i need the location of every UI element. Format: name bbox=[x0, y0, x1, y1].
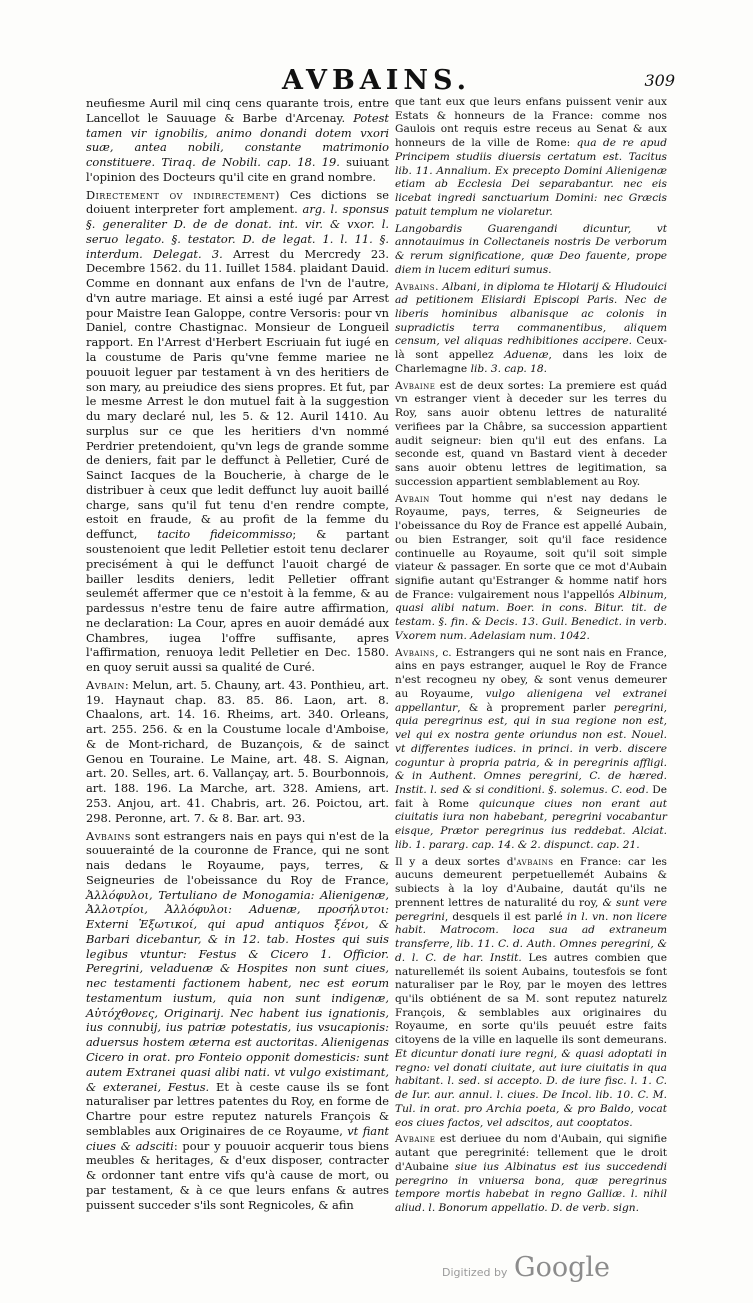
text-run: : Melun, art. 5. Chauny, art. 43. Ponthieu, art. 19. Haynaut chap. 83. 85. 86. Laon, art. 8. Chaalons, art. 14. 16. Rheims, art. 340. Orleans, art. 255. 256. & en la Coustume locale d'Amboise, & de Mont-richard, de Buzançois, & de sainct Genou en Touraine. Le Maine, art. 48. S. Aignan, art. 20. Selles, art. 6. Vallançay, art. 5. Bourbonnois, art. 188. 196. La Marche, art. 328. Amiens, art. 253. Anjou, art. 41. Chabris, art. 26. Poictou, art. 298. Peronne, art. 7. & 8. Bar. art. 93. bbox=[86, 677, 389, 825]
entry-heading: Avbains. bbox=[395, 280, 439, 293]
text-run: sont estrangers nais en pays qui n'est de la souuerainté de la couronne de France, qui ne sont nais dedans le Royaume, pays, terres, & Seigneuries de l'obeissance du Roy de France, bbox=[86, 828, 389, 887]
text-run: ; & partant soustenoient que ledit Pelletier estoit tenu declarer precisément à qui le deffunct l'auoit chargé de bailler lesdits deniers, ledit Pelletier offrant seulemét affermer que ce n'estoit à la femme, & au pardessus n'estre tenu de faire autre affirmation, ne declaration: La Cour, apres en auoir demádé aux Chambres, iugea l'offre suffisante, apres l'affirmation, renuoya ledit Pelletier en Dec. 1580. en quoy seruit aussi sa qualité de Curé. bbox=[86, 527, 389, 675]
paragraph bbox=[395, 380, 667, 490]
text-run: en France: car les aucuns demeurent perpetuellemét Aubains & subiects à la loy d'Aubaine, dautát qu'ils ne prennent lettres de naturalité du roy, bbox=[395, 855, 667, 909]
text-run: Il y a deux sortes d' bbox=[395, 855, 517, 868]
text-run: , dans les loix de Charlemagne bbox=[395, 349, 668, 375]
latin-citation: vulgo alienigena vel extranei appellantur bbox=[395, 687, 667, 714]
latin-citation: Langobardis Guarengandi dicuntur, vt annotauimus in Collectaneis nostris De verborum & rerum significatione, quæ Deo fauente, prope diem in lucem edituri sumus. bbox=[395, 222, 667, 276]
paragraph bbox=[395, 96, 667, 220]
latin-citation: Aduenæ bbox=[504, 349, 549, 362]
latin-citation: Potest tamen vir ignobilis, animo donandi dotem vxori suæ, antea nobili, constante matrimonio constituere. Tiraq. de Nobili. cap. 18. 19. bbox=[86, 110, 389, 170]
text-run: que tant eux que leurs enfans puissent venir aux Estats & honneurs de la France: comme nos Gaulois ont requis estre receus au Senat & aux honneurs de la ville de Rome: bbox=[395, 96, 667, 150]
entry-heading: Avbain bbox=[395, 492, 430, 505]
entry-heading: Directement ov indirectement) bbox=[86, 187, 280, 202]
latin-citation: Et dicuntur donati iure regni, & quasi adoptati in regno: vel donati ciuitate, aut iure ciuitatis in qua habitant. l. sed. si accepto. D. de iure fisc. l. 1. C. de Iur. aur. annul. l. ciues. De Incol. lib. 10. C. M. Tul. in orat. pro Archia poeta, & pro Baldo, vocat eos ciues factos, vel adscitos, aut cooptatos. bbox=[395, 1047, 667, 1129]
entry-heading: avbains bbox=[516, 855, 554, 868]
entry-heading: Avbain bbox=[86, 677, 125, 692]
paragraph bbox=[86, 829, 389, 1213]
left-column bbox=[86, 96, 389, 1212]
latin-citation: vt fiant ciues & adsciti bbox=[86, 1123, 389, 1153]
text-run: Et à ceste cause ils se font naturaliser par lettres patentes du Roy, en forme de Chartre pour estre reputez naturels François & semblables aux Originaires de ce Royaume, bbox=[86, 1079, 389, 1138]
paragraph bbox=[395, 493, 667, 644]
entry-heading: Avbains bbox=[395, 646, 436, 659]
latin-citation: Albani, in diploma te Hlotarij & Hludouici ad petitionem Elisiardi Episcopi Paris. Nec de liberis hominibus albanisque ac colonis in supradictis terra commanentibus, aliquem censum, vel aliquas redhibitiones accipere. bbox=[395, 280, 667, 348]
text-run: : pour y pouuoir acquerir tous biens meubles & heritages, & d'eux disposer, contracter & ordonner tant entre vifs qu'à cause de mort, ou par testament, & à ce que leurs enfans & autres puissent succeder s'ils sont Regnicoles, & afin bbox=[86, 1138, 389, 1212]
latin-citation: lib. 3. cap. 18. bbox=[470, 362, 547, 375]
text-run: Ceux-là sont appellez bbox=[395, 335, 667, 362]
paragraph bbox=[395, 1133, 667, 1215]
text-run: est de deux sortes: La premiere est quád vn estranger vient à deceder sur les terres du Roy, sans auoir obtenu lettres de naturalité verifiees par la Châbre, sa succession appartient audit seigneur: bien qu'il eut des enfans. La seconde est, quand vn Bastard vient à deceder sans auoir obtenu lettres de legitimation, sa succession appartient semblablement au Roy. bbox=[395, 379, 667, 488]
text-run: De fait à Rome bbox=[395, 783, 667, 810]
entry-heading: Avbains bbox=[86, 828, 131, 843]
text-run: , desquels il est parlé bbox=[444, 910, 567, 923]
paragraph bbox=[86, 678, 389, 826]
text-run: Tout homme qui n'est nay dedans le Royaume, pays, terres, & Seigneuries de l'obeissance du Roy de France est appellé Aubain, ou bien Estranger, soit qu'il face residence continuelle au Royaume, soit qu'il soit simple viateur & passager. En sorte que ce mot d'Aubain signifie autant qu'Estranger & homme natif hors de France: vulgairement nous l'appellós bbox=[395, 492, 667, 601]
text-run: Arrest du Mercredy 23. Decembre 1562. du 11. Iuillet 1584. plaidant Dauid. Comme en donnant aux enfans de l'vn de l'autre, d'vn autre mariage. Et ainsi a esté iugé par Arrest pour Maistre Iean Galoppe, contre Versoris: pour vn Daniel, contre Chastignac. Monsieur de Longueil rapport. En l'Arrest d'Herbert Escriuain fut iugé en la coustume de Paris qu'vne femme mariee ne pouuoit leguer par testament à vn des heritiers de son mary, au preiudice des siens propres. Et fut, par le mesme Arrest le don mutuel fait à la suggestion du mary declaré nul, les 5. & 12. Auril 1410. Au surplus sur ce que les heritiers d'vn nommé Perdrier pretendoient, qu'vn legs de grande somme de deniers, fait par le deffunct à Pelletier, Curé de Sainct Iacques de la Boucherie, à charge de le distribuer à ceux que ledit deffunct luy auoit baillé charge, sans qu'il fut tenu d'en rendre compte, estoit en fraude, & au profit de la femme du deffunct, bbox=[86, 246, 389, 542]
paragraph bbox=[395, 647, 667, 853]
latin-citation: peregrini, quia peregrinus est, qui in sua regione non est, vel qui ex nostra gente oriundus non est. Nouel. vt differentes iudices. in princi. in verb. discere coguntur à propria patria, & in peregrinis affligi. & in Authent. Omnes peregrini, C. de hæred. Instit. l. sed & si conditioni. §. solemus. C. eod. bbox=[395, 701, 667, 796]
google-logo: Google bbox=[514, 1252, 610, 1283]
latin-citation: arg. l. sponsus §. generaliter D. de de donat. int. vir. & vxor. l. seruo legato. §. testator. D. de legat. 1. l. 11. §. interdum. Delegat. 3. bbox=[86, 202, 389, 261]
latin-citation: quicunque ciues non erant aut ciuitatis iura non habebant, peregrini vocabantur eisque, Prætor peregrinus ius reddebat. Alciat. lib. 1. pararg. cap. 14. & 2. dispunct. cap. 21. bbox=[395, 797, 667, 851]
latin-citation: & sunt vere peregrini bbox=[395, 896, 668, 923]
text-run: est deriuee du nom d'Aubain, qui signifie autant que peregrinité: tellement que le droit d'Aubaine bbox=[395, 1133, 667, 1173]
running-title: AVBAINS. bbox=[282, 65, 471, 96]
digitization-footer bbox=[442, 1252, 642, 1292]
page-header bbox=[0, 66, 753, 96]
latin-citation: qua de re apud Principem studiis diuersis certatum est. Tacitus lib. 11. Annalium. Ex precepto Domini Alienigenæ etiam ab Ecclesia Dei separabantur. nec eis licebat ingredi sanctuarium Domini: nec Græcis patuit templum ne violaretur. bbox=[395, 137, 668, 218]
latin-citation: tacito fideicommisso bbox=[157, 527, 293, 542]
latin-citation: siue ius Albinatus est ius succedendi peregrino in vniuersa bona, quæ peregrinus tempore mortis habebat in regno Galliæ. l. nihil aliud. l. Bonorum appellatio. D. de verb. sign. bbox=[395, 1160, 667, 1215]
text-run: , & à proprement parler bbox=[457, 701, 614, 714]
latin-citation: in l. vn. non licere habit. Matrocom. loca sua ad extraneum transferre, lib. 11. C. d. Auth. Omnes peregrini, & d. l. C. de har. Instit. bbox=[395, 910, 667, 964]
paragraph bbox=[395, 856, 667, 1131]
page-number: 309 bbox=[644, 71, 675, 90]
text-run: Ces dictions se doiuent interpreter fort amplement. bbox=[86, 187, 389, 217]
text-run: , c. Estrangers qui ne sont nais en France, ains en pays estranger, auquel le Roy de France n'est recogneu ny obey, & sont venus demeurer au Royaume, bbox=[395, 646, 667, 700]
digitized-by-label: Digitized by bbox=[442, 1266, 508, 1279]
text-run: Les autres combien que naturellemét ils soient Aubains, toutesfois se font naturaliser par le Roy, par le moyen des lettres qu'ils obtiénent de sa M. sont reputez naturelz François, & semblables aux originaires du Royaume, en sorte qu'ils peuuét estre faits citoyens de la ville en laquelle ils sont demeurans. bbox=[395, 951, 668, 1047]
entry-heading: Avbaine bbox=[395, 379, 436, 392]
paragraph bbox=[395, 223, 667, 278]
paragraph bbox=[86, 188, 389, 675]
latin-citation: Ἀλλόφυλοι, Tertuliano de Monogamia: Alienigenæ, Ἀλλοτρίοι, Ἀλλόφυλοι: Aduenæ, προσήλυτοι: Externi Ἐξωτικοί, qui apud antiquos ξένοι, & Barbari dicebantur, & in 12. tab. Hostes qui suis legibus vtuntur: Festus & Cicero 1. Officior. Peregrini, veladuenæ & Hospites non sunt ciues, nec testamenti factionem habent, nec est eorum testamentum iustum, quia non sunt indigenæ, Αὐτόχθονες, Originarij. Nec habent ius ignationis, ius connubij, ius patriæ potestatis, ius vsucapionis: aduersus hostem æterna est auctoritas. Alienigenas Cicero in orat. pro Fonteio opponit domesticis: sunt autem Extranei quasi alibi nati. vt vulgo existimant, & exteranei, Festus. bbox=[86, 887, 389, 1094]
paragraph bbox=[86, 96, 389, 185]
right-column bbox=[395, 96, 667, 1216]
text-run: suiuant l'opinion des Docteurs qu'il cite en grand nombre. bbox=[86, 155, 389, 184]
paragraph bbox=[395, 281, 667, 377]
latin-citation: Albinum, quasi alibi natum. Boer. in cons. Bitur. tit. de testam. §. fin. & Decis. 13. Guil. Benedict. in verb. Vxorem num. Adelasiam num. 1042. bbox=[395, 588, 667, 642]
entry-heading: Avbaine bbox=[395, 1133, 436, 1146]
text-run: neufiesme Auril mil cinq cens quarante trois, entre Lancellot le Sauuage & Barbe d'Arcenay. bbox=[86, 96, 389, 125]
